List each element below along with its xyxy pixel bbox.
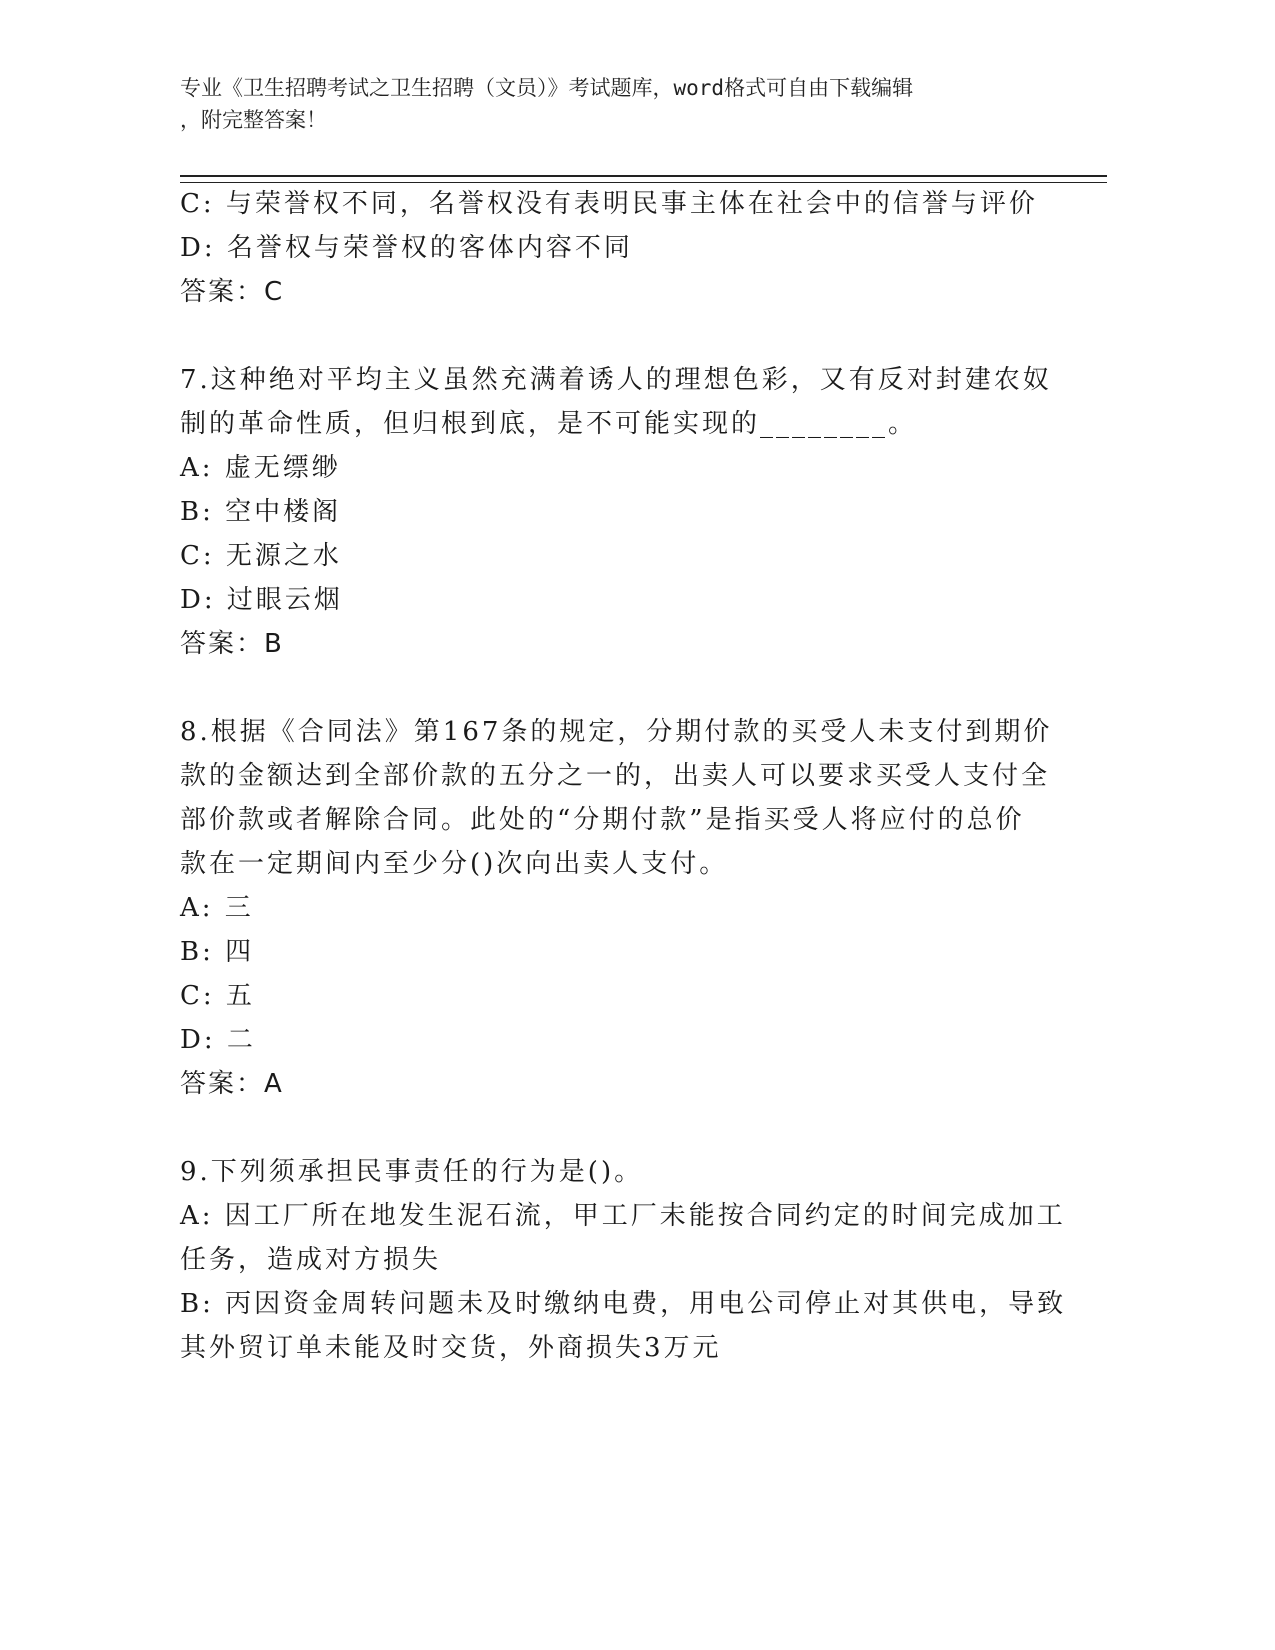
question-8-answer: 答案：A (180, 1069, 284, 1099)
question-7-option-d: D: 过眼云烟 (180, 585, 343, 615)
question-9-stem: 9.下列须承担民事责任的行为是()。 (180, 1157, 644, 1187)
header-title-line-1: 专业《卫生招聘考试之卫生招聘（文员）》考试题库，word格式可自由下载编辑 (180, 76, 914, 100)
question-8-stem-line-1: 8.根据《合同法》第167条的规定，分期付款的买受人未支付到期价 (180, 717, 1053, 747)
spacer (180, 666, 1040, 710)
question-7-option-c: C: 无源之水 (180, 541, 342, 571)
spacer (180, 1106, 1040, 1150)
question-6-option-d: D: 名誉权与荣誉权的客体内容不同 (180, 233, 633, 263)
spacer (180, 314, 1040, 358)
question-8-option-c: C: 五 (180, 981, 255, 1011)
question-8-option-d: D: 二 (180, 1025, 256, 1055)
question-7-stem-line-2: 制的革命性质，但归根到底，是不可能实现的________。 (180, 409, 918, 439)
question-8-option-a: A: 三 (180, 893, 254, 923)
question-8-stem-line-4: 款在一定期间内至少分()次向出卖人支付。 (180, 849, 729, 879)
question-8 (180, 710, 1053, 1106)
question-9-option-a-line-2: 任务，造成对方损失 (180, 1245, 442, 1275)
question-6-tail (180, 182, 1040, 314)
question-7-answer: 答案：B (180, 629, 284, 659)
question-9 (180, 1150, 1067, 1370)
question-7-option-a: A: 虚无缥缈 (180, 453, 341, 483)
question-8-stem-line-3: 部价款或者解除合同。此处的“分期付款”是指买受人将应付的总价 (180, 805, 1025, 835)
question-7-stem-line-1: 7.这种绝对平均主义虽然充满着诱人的理想色彩，又有反对封建农奴 (180, 365, 1052, 395)
page-header (180, 72, 1070, 136)
question-8-option-b: B: 四 (180, 937, 255, 967)
question-6-option-c: C: 与荣誉权不同，名誉权没有表明民事主体在社会中的信誉与评价 (180, 189, 1038, 219)
question-list (180, 182, 1067, 1370)
question-7-option-b: B: 空中楼阁 (180, 497, 342, 527)
question-9-option-b-line-2: 其外贸订单未能及时交货，外商损失3万元 (180, 1333, 722, 1363)
question-9-option-b-line-1: B: 丙因资金周转问题未及时缴纳电费，用电公司停止对其供电，导致 (180, 1289, 1067, 1319)
question-7 (180, 358, 1052, 666)
question-6-answer: 答案：C (180, 277, 285, 307)
header-title-line-2: ，附完整答案！ (180, 108, 327, 132)
question-9-option-a-line-1: A: 因工厂所在地发生泥石流，甲工厂未能按合同约定的时间完成加工 (180, 1201, 1066, 1231)
question-8-stem-line-2: 款的金额达到全部价款的五分之一的，出卖人可以要求买受人支付全 (180, 761, 1051, 791)
